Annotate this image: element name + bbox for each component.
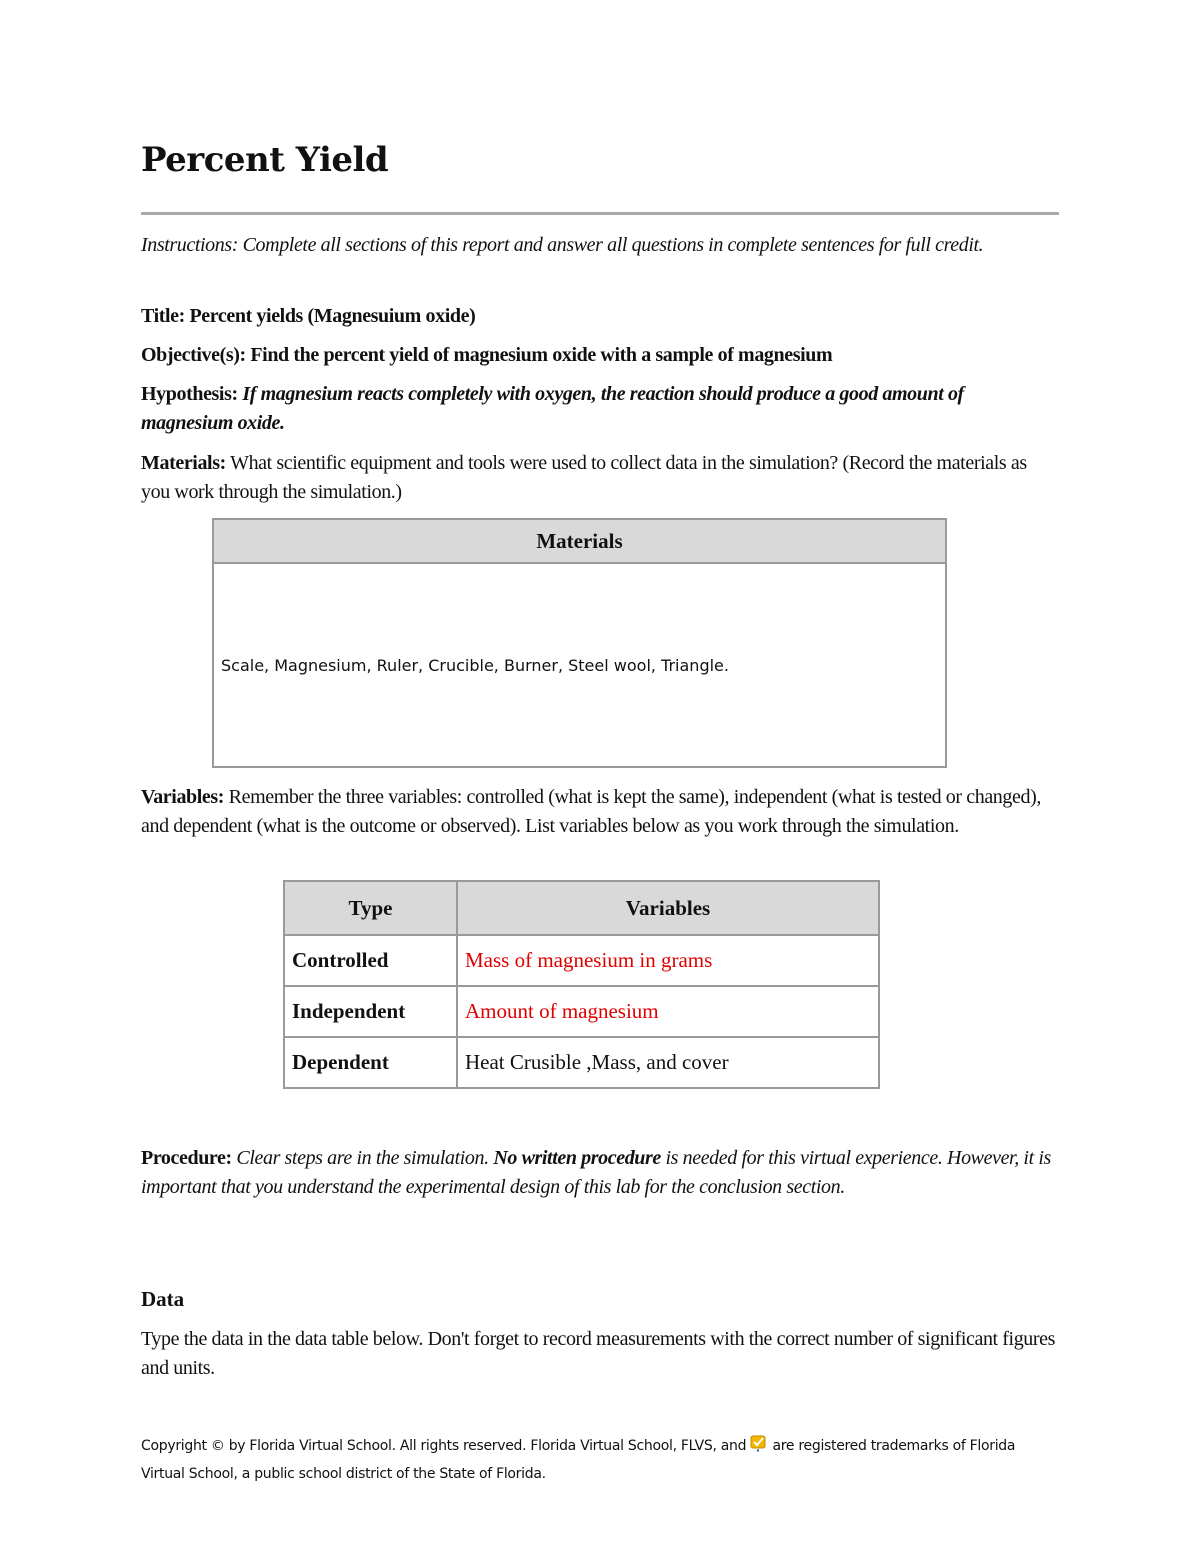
hypothesis-field [141,380,1059,438]
procedure-bold-text: No written procedure [493,1147,661,1169]
variables-text: Remember the three variables: controlled (what is kept the same), independent (what is tested or changed), and dependent (what is the outcome or observed). List variables below as you work through the simulation. [141,786,1041,837]
materials-text: What scientific equipment and tools were used to collect data in the simulation? (Record the materials as you work through the simulation.) [141,452,1027,503]
objective-value: Find the percent yield of magnesium oxide with a sample of magnesium [245,344,833,366]
variable-value-independent[interactable]: Amount of magnesium [457,986,879,1037]
variables-label: Variables: [141,786,225,808]
variable-type-independent: Independent [284,986,457,1037]
hypothesis-label: Hypothesis: [141,383,238,405]
page-title: Percent Yield [141,140,389,180]
procedure-text-2: is needed for this virtual experience. However, it is important that you understand the experimental design of this lab for the conclusion section. [141,1147,1051,1198]
variable-value-dependent[interactable]: Heat Crusible ,Mass, and cover [457,1037,879,1088]
procedure-field [141,1144,1059,1202]
variables-table [283,880,880,1089]
variables-header-variables: Variables [457,881,879,935]
procedure-text-1: Clear steps are in the simulation. [231,1147,494,1169]
copyright-footer [141,1432,1059,1488]
title-divider [141,212,1059,215]
materials-field [141,449,1059,507]
table-row [284,1037,879,1088]
table-row [284,986,879,1037]
table-row [284,935,879,986]
title-field [141,302,1059,331]
footer-text-1: Copyright © by Florida Virtual School. All rights reserved. Florida Virtual School, FLVS, and [141,1438,747,1454]
variables-header-type: Type [284,881,457,935]
data-text: Type the data in the data table below. Don't forget to record measurements with the correct number of significant figures and units. [141,1328,1056,1379]
objective-label: Objective(s): [141,344,246,366]
footer-text-2: are registered trademarks of Florida Virtual School, a public school district of the State of Florida. [141,1438,1016,1482]
variables-field [141,783,1059,841]
title-label: Title: [141,305,185,327]
materials-table-cell[interactable]: Scale, Magnesium, Ruler, Crucible, Burner, Steel wool, Triangle. [213,563,946,767]
title-value: Percent yields (Magnesuium oxide) [184,305,476,327]
instructions-text: Instructions: Complete all sections of this report and answer all questions in complete sentences for full credit. [141,234,984,256]
materials-table-header: Materials [213,519,946,563]
flvs-logo-icon [750,1434,768,1452]
objective-field [141,341,1059,370]
hypothesis-value: If magnesium reacts completely with oxygen, the reaction should produce a good amount of magnesium oxide. [141,383,964,434]
variable-value-controlled[interactable]: Mass of magnesium in grams [457,935,879,986]
procedure-label: Procedure: [141,1147,232,1169]
variable-type-controlled: Controlled [284,935,457,986]
variable-type-dependent: Dependent [284,1037,457,1088]
data-heading: Data [141,1287,185,1311]
materials-table [212,518,947,768]
materials-label: Materials: [141,452,226,474]
